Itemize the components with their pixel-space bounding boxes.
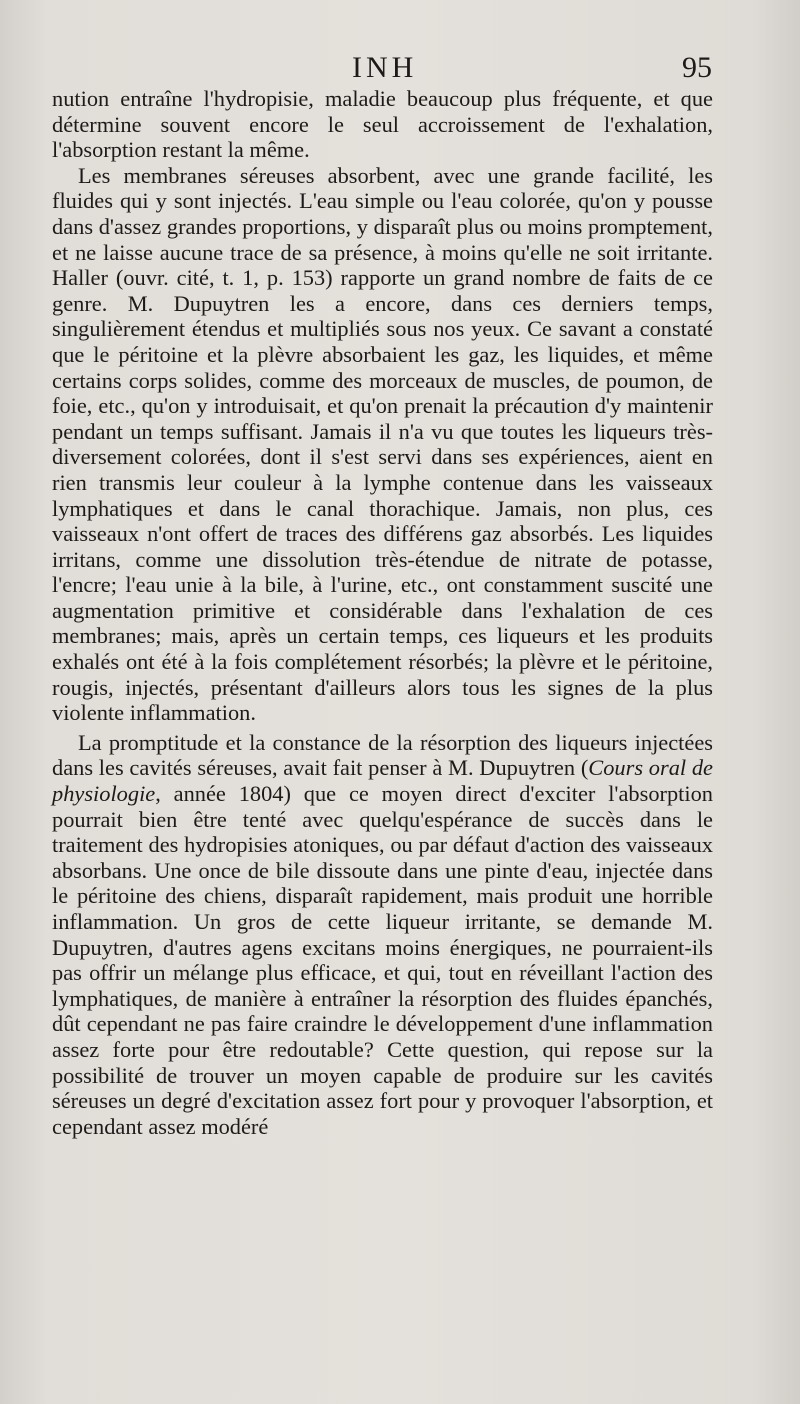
running-head <box>0 50 800 90</box>
page-number: 95 <box>682 51 712 84</box>
paragraph-text-after: , année 1804) que ce moyen direct d'exciter l'absorption pourrait bien être tenté avec quelqu'espérance de succès dans le traitement des hydropisies atoniques, ou par défaut d'action des vaisseaux absorbans. Une once de bile dissoute dans une pinte d'eau, injectée dans le péritoine des chiens, disparaît rapidement, mais produit une horrible inflammation. Un gros de cette liqueur irritante, se demande M. Dupuytren, d'autres agens excitans moins énergiques, ne pourraient-ils pas offrir un mélange plus efficace, et qui, tout en réveillant l'action des lymphatiques, de manière à entraîner la résorption des fluides épanchés, dût cependant ne pas faire craindre le développement d'une inflammation assez forte pour être redoutable? Cette question, qui repose sur la possibilité de trouver un moyen capable de produire sur les cavités séreuses un degré d'excitation assez fort pour y provoquer l'absorption, et cependant assez modéré <box>52 781 713 1139</box>
running-head-title: INH <box>352 51 418 84</box>
paragraph-serous-membranes: Les membranes séreuses absorbent, avec une grande facilité, les fluides qui y sont injectés. L'eau simple ou l'eau colorée, qu'on y pousse dans d'assez grandes proportions, y disparaît plus ou moins promptement, et ne laisse aucune trace de sa présence, à moins qu'elle ne soit irritante. Haller (ouvr. cité, t. 1, p. 153) rapporte un grand nombre de faits de ce genre. M. Dupuytren les a encore, dans ces derniers temps, singulièrement étendus et multipliés sous nos yeux. Ce savant a constaté que le péritoine et la plèvre absorbaient les gaz, les liquides, et même certains corps solides, comme des morceaux de muscles, de poumon, de foie, etc., qu'on y introduisait, et qu'on prenait la précaution d'y maintenir pendant un temps suffisant. Jamais il n'a vu que toutes les liqueurs très-diversement colorées, dont il s'est servi dans ses expériences, aient en rien transmis leur couleur à la lymphe contenue dans les vaisseaux lymphatiques et dans le canal thorachique. Jamais, non plus, ces vaisseaux n'ont offert de traces des différens gaz absorbés. Les liquides irritans, comme une dissolution très-étendue de nitrate de potasse, l'encre; l'eau unie à la bile, à l'urine, etc., ont constamment suscité une augmentation primitive et considérable dans l'exhalation de ces membranes; mais, après un certain temps, ces liqueurs et les produits exhalés ont été à la fois complétement résorbés; la plèvre et le péritoine, rougis, injectés, présentant d'ailleurs alors tous les signes de la plus violente inflammation. <box>52 162 713 726</box>
book-title-italic: Cours oral de physiologie <box>52 755 713 807</box>
paragraph-text-before: La promptitude et la constance de la résorption des liqueurs injectées dans les cavités séreuses, avait fait penser à M. Dupuytren ( <box>52 729 713 781</box>
paragraph-continuation: nution entraîne l'hydropisie, maladie beaucoup plus fréquente, et que détermine souvent encore le seul accroissement de l'exhalation, l'absorption restant la même. <box>52 86 713 163</box>
body-text <box>52 86 713 1139</box>
paragraph-dupuytren-hypothesis <box>52 730 713 1140</box>
